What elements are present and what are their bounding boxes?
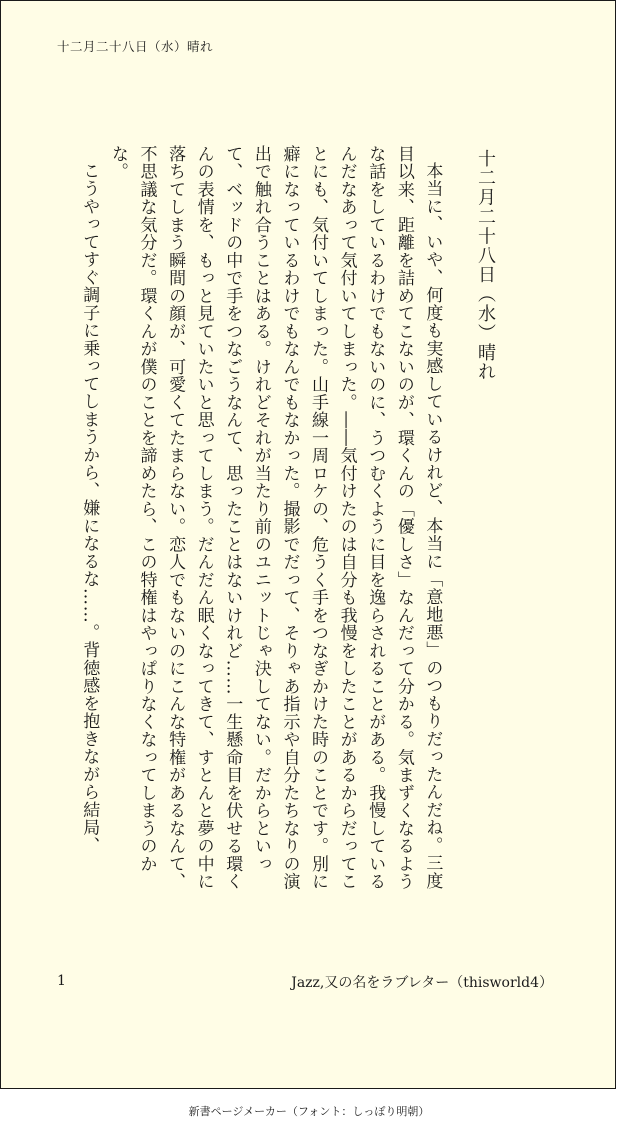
paragraph: 本当に、いや、何度も実感しているけれど、本当に「意地悪」のつもりだったんだね。三度目以来、距離を詰めてこないのが、環くんの「優しさ」なんだって分かる。気まずくなるような話をしているわけでもないのに、うつむくように目を逸らされることがある。我慢しているんだなあって気付いてしまった。――気付けたのは自分も我慢をしたことがあるからだってことにも、気付いてしまった。山手線一周ロケの、危うく手をつなぎかけた時のことです。別に癖になっているわけでもなんでもなかった。撮影でだって、そりゃあ指示や自分たちなりの演出で触れ合うことはある。けれどそれが当たり前のユニットじゃ決してない。だからといって、ベッドの中で手をつなごうなんて、思ったことはないけれど……一生懸命目を伏せる環くんの表情を、もっと見ていたいと思ってしまう。だんだん眠くなってきて、すとんと夢の中に落ちてしまう瞬間の顔が、可愛くてたまらない。恋人でもないのにこんな特権があるなんて、不思議な気分だ。環くんが僕のことを諦めたら、この特権はやっぱりなくなってしまうのかな。	[107, 145, 443, 891]
vertical-text-body	[69, 145, 499, 905]
paragraph: こうやってすぐ調子に乗ってしまうから、嫌になるな……。背徳感を抱きながら結局、	[79, 162, 100, 855]
generator-caption: 新書ページメーカー（フォント：しっぽり明朝）	[188, 1105, 430, 1118]
book-title: Jazz,又の名をラブレター（thisworld4）	[291, 975, 553, 991]
running-head: 十二月二十八日（水）晴れ	[57, 39, 214, 54]
page-number: 1	[57, 973, 66, 989]
chapter-title: 十二月二十八日（水）晴れ	[475, 149, 496, 382]
